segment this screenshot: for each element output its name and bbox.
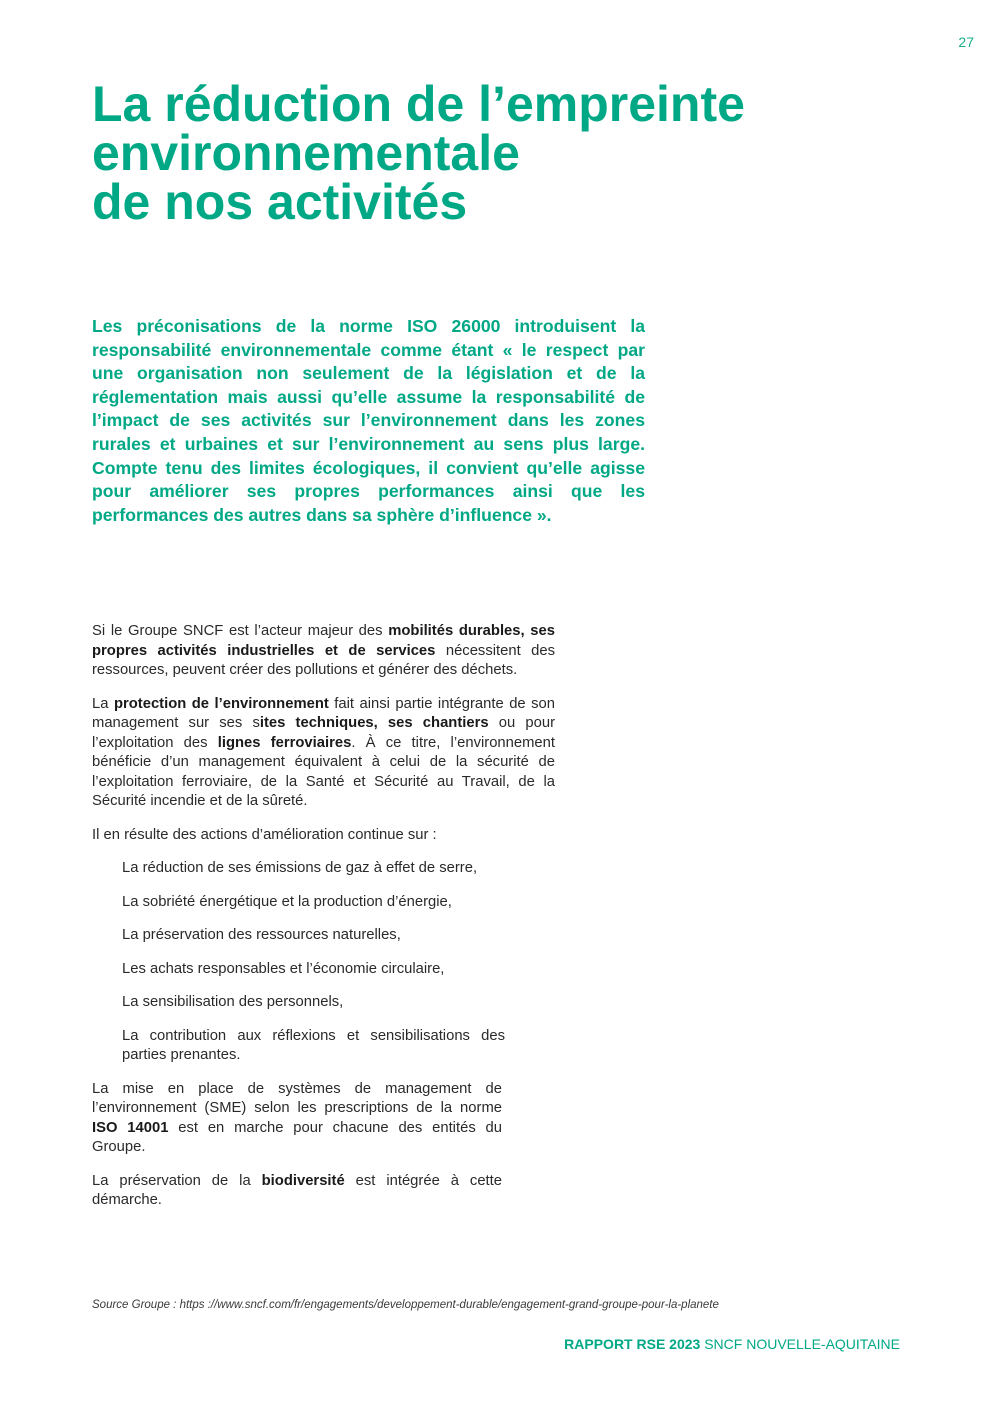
paragraph-5-bold: biodiversité (261, 1172, 345, 1189)
footer-report-label: RAPPORT RSE 2023 (564, 1336, 701, 1352)
paragraph-4-bold: ISO 14001 (92, 1119, 169, 1136)
intro-paragraph: Les préconisations de la norme ISO 26000 introduisent la responsabilité environnementale comme étant « le respect par une organisation non seulement de la législation et de la réglementation mais aussi qu’elle assume la responsabilité de l’impact de ses activités sur l’environnement dans les zones rurales et urbaines et sur l’environnement au sens plus large. Compte tenu des limites écologiques, il convient qu’elle agisse pour améliorer ses propres performances ainsi que les performances des autres dans sa sphère d’influence ». (92, 316, 645, 525)
paragraph-2-bold-2: ites techniques, ses chantiers (259, 715, 489, 731)
list-item: Les achats responsables et l’économie circulaire, (122, 960, 445, 977)
paragraph-2-text-e: ou pour l’exploitation des (92, 715, 556, 751)
source-note: Source Groupe : https ://www.sncf.com/fr/engagements/developpement-durable/engagement-grand-groupe-pour-la-planete (92, 1299, 719, 1311)
paragraph-1-text-a: Si le Groupe SNCF est l’acteur majeur des (92, 623, 389, 639)
list-item: La contribution aux réflexions et sensibilisations des parties prenantes. (122, 1027, 505, 1063)
paragraph-5-text-a: La préservation de la (92, 1172, 262, 1189)
paragraph-2-bold-3: lignes ferroviaires (217, 734, 352, 751)
list-item: La préservation des ressources naturelles, (122, 927, 401, 943)
paragraph-2-text-a: La (92, 695, 114, 712)
paragraph-2 (92, 695, 555, 812)
title-line-1: La réduction de l’empreinte (92, 76, 745, 132)
paragraph-5-text-c: est intégrée à cette démarche. (92, 1172, 502, 1208)
list-item: La réduction de ses émissions de gaz à effet de serre, (122, 860, 478, 876)
page-title (92, 76, 952, 230)
list-item: La sensibilisation des personnels, (122, 994, 344, 1010)
title-line-2: environnementale (92, 125, 520, 181)
paragraph-1-text-c: nécessitent des ressources, peuvent créer des pollutions et générer des déchets. (92, 642, 555, 678)
list-item: La sobriété énergétique et la production d’énergie, (122, 893, 452, 910)
paragraph-2-text-c: fait ainsi partie intégrante de son management sur ses s (92, 695, 556, 731)
footer-entity-label: SNCF NOUVELLE-AQUITAINE (700, 1336, 900, 1352)
paragraph-3: Il en résulte des actions d’amélioration continue sur : (92, 826, 437, 843)
page-number: 27 (958, 34, 974, 50)
paragraph-4-text-a: La mise en place de systèmes de management de l’environnement (SME) selon les prescriptions de la norme (92, 1080, 502, 1116)
paragraph-2-text-g: . À ce titre, l’environnement bénéficie d’un management équivalent à celui de la sécurité de l’exploitation ferroviaire, de la Santé et Sécurité au Travail, de la Sécurité incendie et de la sûreté. (92, 734, 556, 809)
title-line-3: de nos activités (92, 174, 468, 230)
paragraph-1 (92, 622, 555, 681)
action-list (92, 859, 505, 1066)
paragraph-2-bold-1: protection de l’environnement (113, 695, 329, 712)
footer (564, 1336, 900, 1352)
paragraph-4 (92, 1080, 502, 1158)
paragraph-1-bold: mobilités durables, ses propres activités industrielles et de services (92, 623, 555, 659)
paragraph-4-text-c: est en marche pour chacune des entités du Groupe. (92, 1119, 502, 1155)
paragraph-5 (92, 1172, 502, 1211)
body-text (92, 622, 555, 1225)
